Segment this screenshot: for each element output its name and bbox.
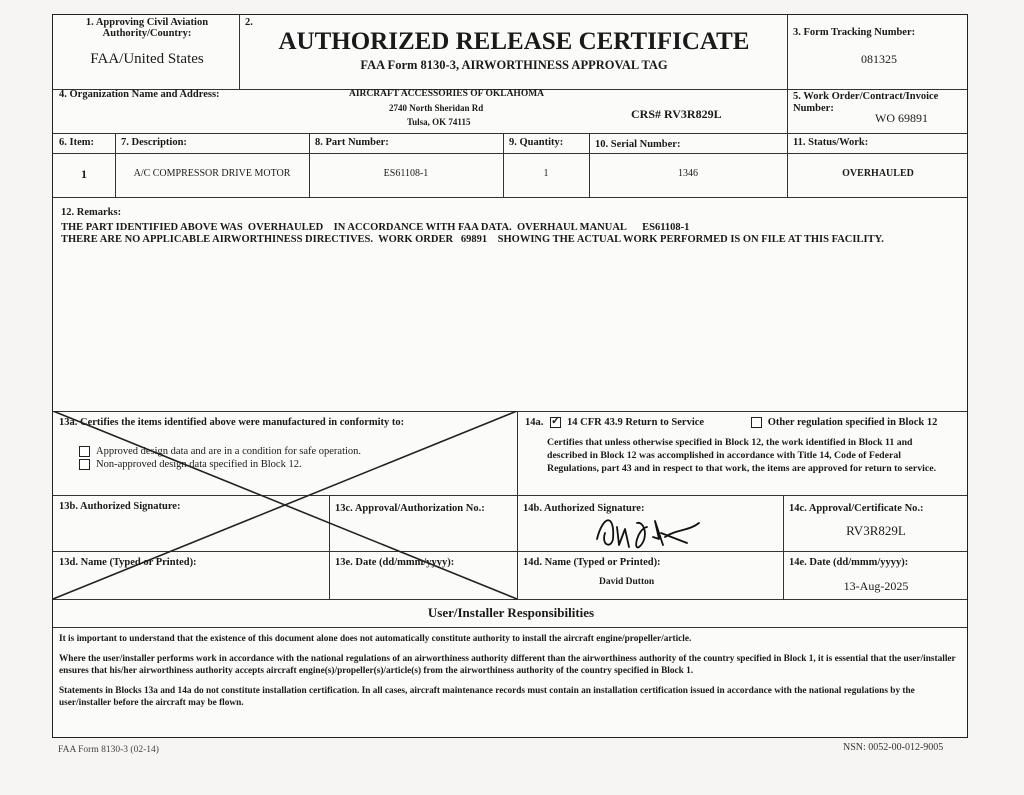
block14a-label: 14a. [525, 417, 544, 428]
release-date: 13-Aug-2025 [843, 579, 909, 593]
block13a-label: 13a. Certifies the items identified above were manufactured in conformity to: [59, 417, 405, 428]
form-identifier: FAA Form 8130-3 (02-14) [58, 745, 159, 755]
return-to-service-label: 14 CFR 43.9 Return to Service [567, 417, 705, 428]
responsibilities-title: User/Installer Responsibilities [427, 605, 595, 620]
block5 [793, 91, 965, 125]
header-part-number: 8. Part Number: [315, 137, 389, 148]
block1 [59, 17, 235, 68]
crs-number: CRS# RV3R829L [631, 107, 722, 121]
item-serial-number: 1346 [678, 168, 698, 179]
block13-void-cross [53, 411, 517, 599]
header-item: 6. Item: [59, 137, 94, 148]
header-description: 7. Description: [121, 137, 187, 148]
block14d-label: 14d. Name (Typed or Printed): [523, 557, 661, 568]
block2 [245, 17, 783, 73]
other-regulation-label: Other regulation specified in Block 12 [767, 417, 938, 428]
other-regulation-checkbox[interactable] [751, 417, 762, 428]
item-status-work: OVERHAULED [842, 168, 914, 179]
block1-label: 1. Approving Civil Aviation Authority/Country: [85, 17, 209, 39]
block4 [59, 89, 783, 133]
organization-street: 2740 North Sheridan Rd [389, 103, 484, 113]
authorized-signature-image [593, 509, 703, 553]
block3 [793, 27, 965, 67]
item-description: A/C COMPRESSOR DRIVE MOTOR [133, 168, 291, 179]
work-order-number: WO 69891 [875, 111, 928, 125]
block14a [525, 417, 965, 475]
remarks-label: 12. Remarks: [61, 207, 122, 218]
block2-label: 2. [245, 17, 253, 28]
remarks-line-2: THERE ARE NO APPLICABLE AIRWORTHINESS DIRECTIVES. WORK ORDER 69891 SHOWING THE ACTUAL WORK PERFORMED IS ON FILE AT THIS FACILITY. [61, 234, 884, 245]
block4-label: 4. Organization Name and Address: [59, 89, 220, 100]
block14b-label: 14b. Authorized Signature: [523, 503, 645, 514]
responsibilities-text [59, 633, 963, 709]
certificate-title: AUTHORIZED RELEASE CERTIFICATE [278, 28, 750, 55]
responsibilities-paragraph-1: It is important to understand that the existence of this document alone does not automatically constitute authority to install the aircraft engine/propeller/article. [59, 634, 692, 644]
block13c-label: 13c. Approval/Authorization No.: [335, 503, 485, 514]
return-to-service-checkbox[interactable] [550, 417, 561, 428]
block13d-label: 13d. Name (Typed or Printed): [59, 557, 197, 568]
organization-city: Tulsa, OK 74115 [407, 117, 471, 127]
approving-authority-value: FAA/United States [90, 51, 204, 67]
block14c-label: 14c. Approval/Certificate No.: [789, 503, 924, 514]
signer-name: David Dutton [599, 577, 655, 587]
item-quantity: 1 [543, 168, 549, 179]
non-approved-design-data-label: Non-approved design data specified in Block 12. [96, 459, 302, 471]
approved-design-data-label: Approved design data and are in a condition for safe operation. [96, 446, 362, 457]
block13b-label: 13b. Authorized Signature: [59, 501, 181, 512]
authorized-release-certificate [52, 14, 968, 738]
approval-certificate-number: RV3R829L [846, 523, 906, 538]
block14e-label: 14e. Date (dd/mmm/yyyy): [789, 557, 909, 568]
responsibilities-paragraph-3: Statements in Blocks 13a and 14a do not constitute installation certification. In all cases, aircraft maintenance records must contain an installation certification issued in accordance with the national regulations by the user/installer before the aircraft may be flown. [59, 686, 915, 708]
header-status-work: 11. Status/Work: [793, 137, 869, 148]
item-number: 1 [81, 167, 87, 181]
nsn-number: NSN: 0052-00-012-9005 [843, 742, 944, 753]
header-serial-number: 10. Serial Number: [595, 139, 681, 150]
header-quantity: 9. Quantity: [509, 137, 564, 148]
item-part-number: ES61108-1 [383, 168, 429, 179]
block5-label: 5. Work Order/Contract/Invoice Number: [793, 91, 939, 114]
organization-name: AIRCRAFT ACCESSORIES OF OKLAHOMA [349, 89, 545, 99]
remarks-line-1: THE PART IDENTIFIED ABOVE WAS OVERHAULED IN ACCORDANCE WITH FAA DATA. OVERHAUL MANUAL ES61108-1 [61, 222, 690, 233]
responsibilities-paragraph-2: Where the user/installer performs work in accordance with the national regulations of an airworthiness authority different than the airworthiness authority of the country specified in Block 1, it is essential that the user/installer ensures that his/her airworthiness authority accepts aircraft engine(s)/propeller(s)/article(s) from the airworthiness authority of the country specified in Block 1. [59, 654, 956, 676]
block3-label: 3. Form Tracking Number: [793, 27, 916, 38]
block14a-certification-text: Certifies that unless otherwise specified in Block 12, the work identified in Block 11 and described in Block 12 was accomplished in accordance with Title 14, Code of Federal Regulations, part 43 and in respect to that work, the items are approved for return to service. [547, 437, 937, 475]
certificate-subtitle: FAA Form 8130-3, AIRWORTHINESS APPROVAL TAG [360, 58, 668, 72]
form-tracking-number: 081325 [861, 52, 897, 66]
block12-remarks [61, 207, 961, 245]
block13e-label: 13e. Date (dd/mmm/yyyy): [335, 557, 455, 568]
